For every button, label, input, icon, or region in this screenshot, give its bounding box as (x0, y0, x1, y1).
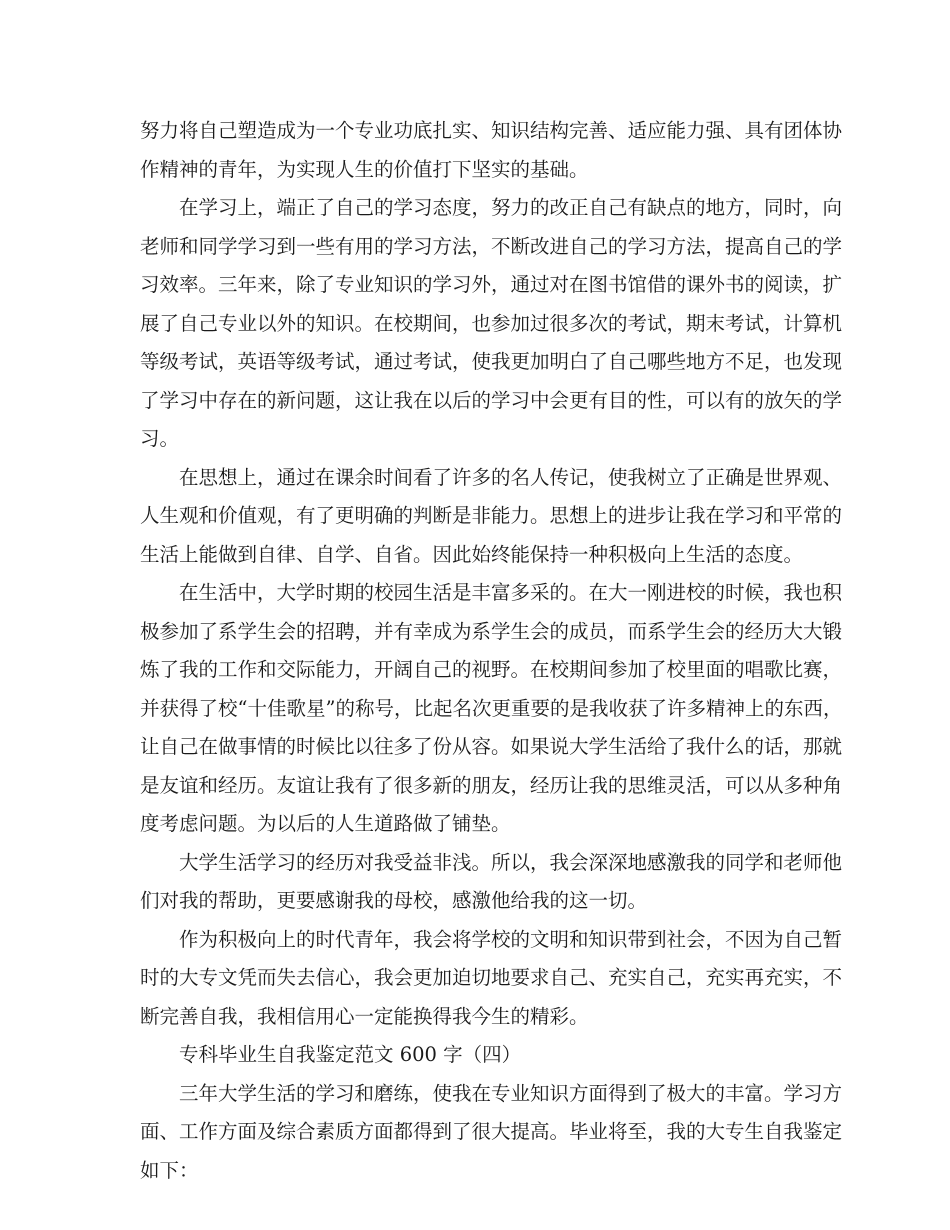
text-line: 大学生活学习的经历对我受益非浅。所以，我会深深地感激我的同学和老师他 (179, 850, 843, 874)
text-line: 努力将自己塑造成为一个专业功底扎实、知识结构完善、适应能力强、具有团体协 (140, 119, 843, 142)
text-line: 作为积极向上的时代青年，我会将学校的文明和知识带到社会，不因为自己暂 (179, 927, 843, 951)
text-line: 展了自己专业以外的知识。在校期间，也参加过很多次的考试，期末考试，计算机 (140, 311, 843, 335)
text-line: 让自己在做事情的时候比以往多了份从容。如果说大学生活给了我什么的话，那就 (140, 735, 843, 758)
text-line: 极参加了系学生会的招聘，并有幸成为系学生会的成员，而系学生会的经历大大锻 (140, 619, 843, 643)
text-line: 面、工作方面及综合素质方面都得到了很大提高。毕业将至，我的大专生自我鉴定 (140, 1120, 843, 1143)
text-line: 习。 (140, 427, 180, 450)
text-line: 炼了我的工作和交际能力，开阔自己的视野。在校期间参加了校里面的唱歌比赛， (140, 658, 843, 681)
text-line: 在学习上，端正了自己的学习态度，努力的改正自己有缺点的地方，同时，向 (179, 196, 843, 219)
text-line: 时的大专文凭而失去信心，我会更加迫切地要求自己、充实自己，充实再充实，不 (140, 966, 843, 989)
text-line: 习效率。三年来，除了专业知识的学习外，通过对在图书馆借的课外书的阅读，扩 (140, 273, 843, 296)
text-line: 度考虑问题。为以后的人生道路做了铺垫。 (140, 812, 511, 835)
text-line: 们对我的帮助，更要感谢我的母校，感激他给我的这一切。 (140, 889, 648, 912)
text-line: 老师和同学学习到一些有用的学习方法，不断改进自己的学习方法，提高自己的学 (140, 234, 843, 258)
text-line: 在思想上，通过在课余时间看了许多的名人传记，使我树立了正确是世界观、 (179, 465, 843, 489)
section-heading: 专科毕业生自我鉴定范文 600 字（四） (179, 1043, 522, 1066)
document-page (140, 112, 843, 1190)
text-line: 断完善自我，我相信用心一定能换得我今生的精彩。 (140, 1004, 589, 1028)
text-line: 人生观和价值观，有了更明确的判断是非能力。思想上的进步让我在学习和平常的 (140, 504, 843, 527)
text-line: 并获得了校“十佳歌星”的称号，比起名次更重要的是我收获了许多精神上的东西， (140, 696, 843, 720)
text-line: 是友谊和经历。友谊让我有了很多新的朋友，经历让我的思维灵活，可以从多种角 (140, 773, 843, 797)
text-line: 生活上能做到自律、自学、自省。因此始终能保持一种积极向上生活的态度。 (140, 542, 804, 566)
text-line: 在生活中，大学时期的校园生活是丰富多采的。在大一刚进校的时候，我也积 (179, 581, 843, 604)
text-line: 了学习中存在的新问题，这让我在以后的学习中会更有目的性，可以有的放矢的学 (140, 388, 843, 412)
text-line: 等级考试，英语等级考试，通过考试，使我更加明白了自己哪些地方不足，也发现 (140, 350, 843, 373)
text-line: 作精神的青年，为实现人生的价值打下坚实的基础。 (140, 157, 589, 181)
text-line: 如下： (140, 1158, 199, 1182)
text-line: 三年大学生活的学习和磨练，使我在专业知识方面得到了极大的丰富。学习方 (179, 1081, 843, 1105)
